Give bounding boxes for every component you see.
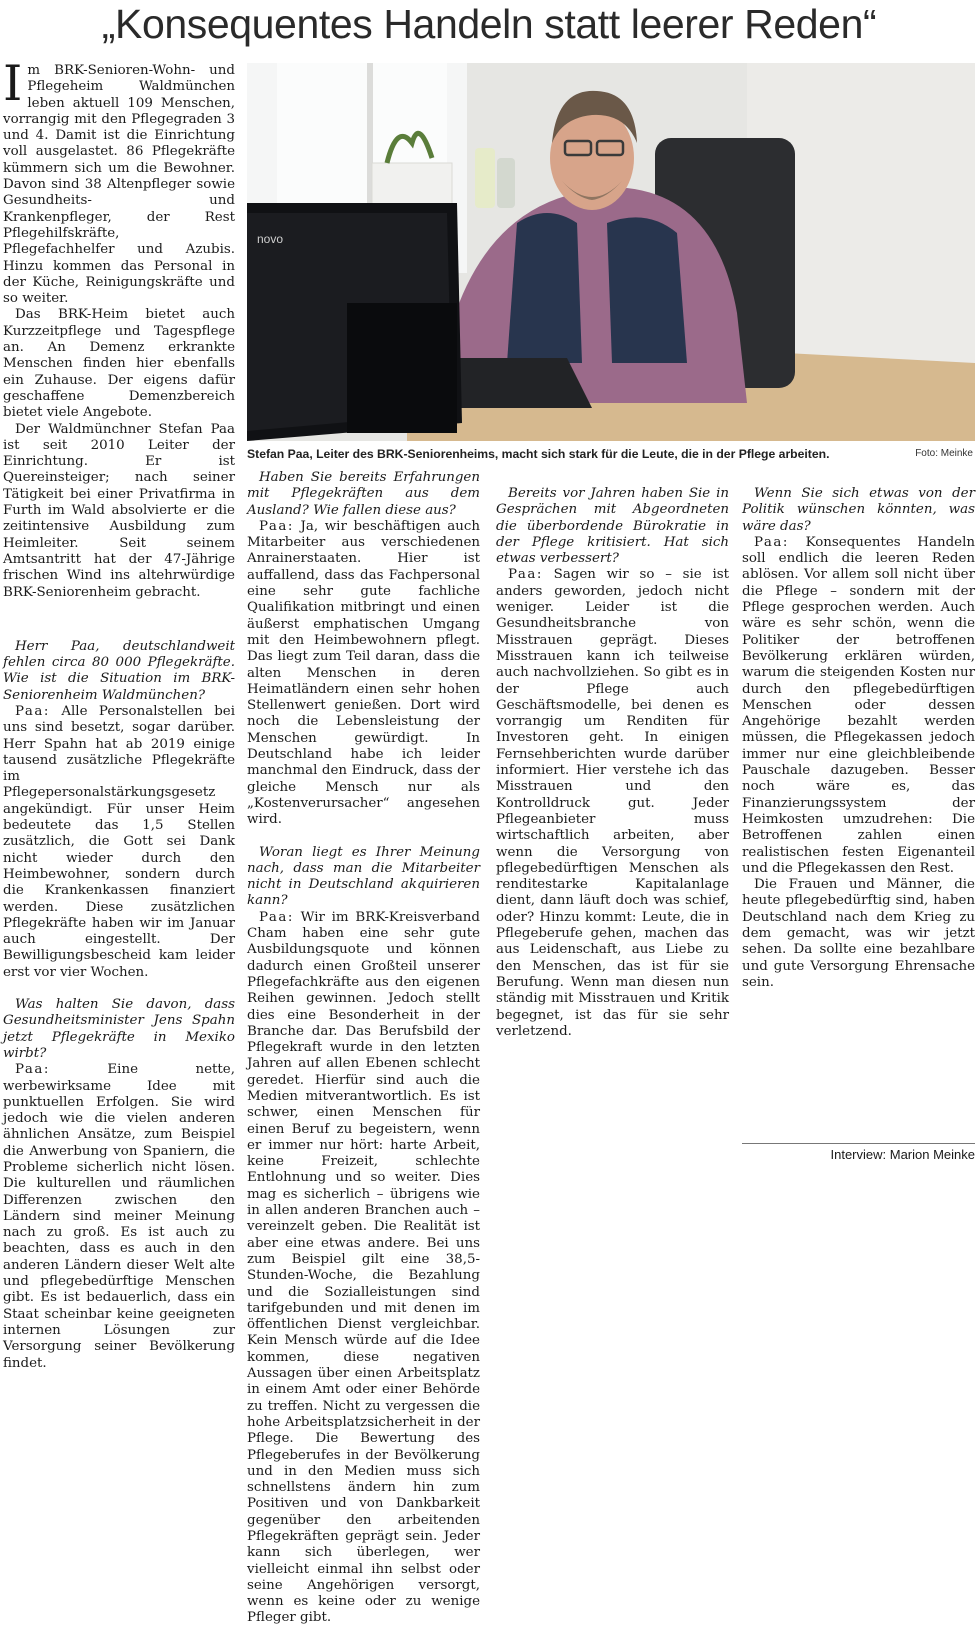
speaker-label: Paa:: [15, 1062, 50, 1078]
answer-6: Paa: Konsequentes Handeln soll endlich die leeren Reden ablösen. Vor allem soll nicht über die Pflege – sondern mit der Pflege gesprochen werden. Auch wäre es sehr schön, wenn die Politiker der betroffenen Bevölkerung erklären würden, warum die steigenden Kosten nur durch den pflegebedürftigen Menschen oder dessen Angehörige bezahlt werden müssen, die Pflegekassen jedoch immer nur eine gleichbleibende Pauschale dazugeben. Besser noch wäre es, das Finanzierungssystem der Heimkosten umzudrehen: Die Betroffenen zahlen einen realistischen festen Eigenanteil und die Pflegekassen den Rest.: [742, 534, 975, 876]
article-photo: [247, 63, 975, 441]
intro-text-1: m BRK-Senioren-Wohn- und Pflegeheim Waldmünchen leben aktuell 109 Menschen, vorrangig mit den Pflegegraden 3 und 4. Damit ist die Einrichtung voll ausgelastet. 86 Pflegekräfte kümmern sich um die Bewohner. Davon sind 38 Altenpfleger sowie Gesundheits- und Krankenpfleger, der Rest Pflegehilfskräfte, Pflegefachhelfer und Azubis. Hinzu kommen das Personal in der Küche, Reinigungskräfte und so weiter.: [3, 63, 235, 307]
article-column-3: [496, 470, 729, 1167]
speaker-label: Paa:: [259, 518, 294, 534]
headline: „Konsequentes Handeln statt leerer Reden“: [101, 1, 877, 47]
question-1: Herr Paa, deutschlandweit fehlen circa 80 000 Pflegekräfte. Wie ist die Situation im BRK-Seniorenheim Waldmünchen?: [3, 638, 235, 703]
intro-paragraph-3: Der Waldmünchner Stefan Paa ist seit 2010 Leiter der Einrichtung. Er ist Quereinsteiger; nach seiner Tätigkeit bei einer Privatfirma in Furth im Wald absolvierte er die zeitintensive Ausbildung zum Heimleiter. Seit seinem Amtsantritt hat der 47-Jährige frischen Wind ins altehrwürdige BRK-Seniorenheim gebracht.: [3, 421, 235, 600]
question-2: Was halten Sie davon, dass Gesundheitsminister Jens Spahn jetzt Pflegekräfte in Mexiko wirbt?: [3, 997, 235, 1061]
article-column-4: [742, 470, 975, 1167]
answer-5: Paa: Sagen wir so – sie ist anders geworden, jedoch nicht weniger. Leider ist die Gesundheitsbranche von Misstrauen geprägt. Dieses Misstrauen kann ich teilweise auch nachvollziehen. So gibt es in der Pflege auch Geschäftsmodelle, bei denen es vorrangig um Renditen für Investoren geht. In einigen Fernsehberichten wurde darüber informiert. Hier verstehe ich das Misstrauen und den Kontrolldruck gut. Jeder Pflegeanbieter muss wirtschaftlich arbeiten, aber wenn die Versorgung von pflegebedürftigen Menschen als renditestarke Kapitalanlage dient, dann läuft doch was schief, oder? Hinzu kommt: Leute, die in Pflegeberufe gehen, machen das aus Leidenschaft, aus Liebe zu den Menschen, das ist für sie Berufung. Wenn man diesen nun ständig mit Misstrauen und Kritik begegnet, ist das für sie sehr verletzend.: [496, 567, 729, 1039]
caption-text: Stefan Paa, Leiter des BRK-Seniorenheims, macht sich stark für die Leute, die in der Pflege arbeiten.: [247, 447, 830, 461]
speaker-label: Paa:: [508, 567, 543, 583]
article-column-1: [3, 55, 235, 1371]
intro-paragraph-1: [3, 55, 235, 307]
answer-3: Paa: Ja, wir beschäftigen auch Mitarbeiter aus verschiedenen Anrainerstaaten. Hier ist auffallend, dass das Fachpersonal eine sehr gute fachliche Qualifikation mitbringt und einen äußerst emphatischen Umgang mit den Heimbewohnern pflegt. Das liegt zum Teil daran, dass die alten Menschen in deren Heimatländern einen sehr hohen Stellenwert genießen. Dort wird noch die Lebensleistung der Menschen gewürdigt. In Deutschland habe ich leider manchmal den Eindruck, dass der gleiche Mensch nur als „Kostenverursacher“ angesehen wird.: [247, 518, 480, 828]
speaker-label: Paa:: [259, 909, 294, 925]
question-3: Haben Sie bereits Erfahrungen mit Pflegekräften aus dem Ausland? Wie fallen diese aus?: [247, 470, 480, 518]
signature-rule: [742, 1143, 975, 1144]
intro-paragraph-2: Das BRK-Heim bietet auch Kurzzeitpflege und Tagespflege an. An Demenz erkrankte Menschen finden hier ebenfalls ein Zuhause. Der eigens dafür geschaffene Demenzbereich bietet viele Angebote.: [3, 307, 235, 421]
answer-4: Paa: Wir im BRK-Kreisverband Cham haben eine sehr gute Ausbildungsquote und können dadurch einen Großteil unserer Pflegefachkräfte aus den eigenen Reihen gewinnen. Jedoch stellt dies eine Besonderheit in der Branche dar. Das Berufsbild der Pflegekraft wurde in den letzten Jahren auf allen Ebenen schlecht geredet. Hierfür sind auch die Medien mitverantwortlich. Es ist schwer, einen Menschen für einen Beruf zu begeistern, wenn er immer nur hört: harte Arbeit, keine Freizeit, schlechte Entlohnung und so weiter. Dies mag es sicherlich – übrigens wie in allen anderen Branchen auch – vereinzelt geben. Die Realität ist aber eine etwas andere. Bei uns zum Beispiel gilt eine 38,5-Stunden-Woche, die Bezahlung und die Sozialleistungen sind tarifgebunden und mit denen im öffentlichen Dienst vergleichbar. Kein Mensch würde auf die Idee kommen, diese negativen Aussagen über einen Arbeitsplatz in einem Amt oder einer Behörde zu treffen. Nicht zu vergessen die hohe Arbeitsplatzsicherheit in der Pflege. Die Bewertung des Pflegeberufes in der Bevölkerung und in den Medien muss sich schnellstens ändern hin zum Positiven und von Dankbarkeit gegenüber den arbeitenden Pflegekräften geprägt sein. Jeder kann sich überlegen, wer vielleicht einmal ihn selbst oder seine Angehörigen versorgt, wenn es keine oder zu wenige Pfleger gibt.: [247, 909, 480, 1626]
answer-1: Paa: Alle Personalstellen bei uns sind besetzt, sogar darüber. Herr Spahn hat ab 2019 einige tausend zusätzliche Pflegekräfte im Pflegepersonalstärkungsgesetz angekündigt. Für unser Heim bedeutete das 1,5 Stellen zusätzlich, die Gott sei Dank nicht wieder durch den Heimbewohner, sondern durch die Krankenkassen finanziert werden. Diese zusätzlichen Pflegekräfte haben wir im Januar auch eingestellt. Der Bewilligungsbescheid kam leider erst vor vier Wochen.: [3, 703, 235, 980]
answer-6-closing: Die Frauen und Männer, die heute pflegebedürftig sind, haben Deutschland nach dem Krieg zu dem gemacht, was wir jetzt sehen. Da sollte eine bezahlbare und gute Versorgung Ehrensache sein.: [742, 877, 975, 990]
photo-credit: Foto: Meinke: [915, 448, 973, 459]
article-column-2: [247, 470, 480, 1626]
author-signature: Interview: Marion Meinke: [830, 1147, 975, 1162]
photo-caption: [247, 445, 975, 465]
question-5: Bereits vor Jahren haben Sie in Gesprächen mit Abgeordneten die überbordende Bürokratie in der Pflege kritisiert. Hat sich etwas verbessert?: [496, 486, 729, 567]
question-4: Woran liegt es Ihrer Meinung nach, dass man die Mitarbeiter nicht in Deutschland akquirieren kann?: [247, 844, 480, 909]
speaker-label: Paa:: [15, 703, 50, 719]
question-6: Wenn Sie sich etwas von der Politik wünschen könnten, was wäre das?: [742, 486, 975, 534]
monitor-brand: novo: [257, 232, 284, 246]
speaker-label: Paa:: [754, 534, 789, 550]
dropcap: I: [3, 55, 23, 112]
answer-2: Paa: Eine nette, werbewirksame Idee mit punktuellen Erfolgen. Sie wird jedoch wie die vielen anderen ähnlichen Ansätze, zum Beispiel die Anwerbung von Spaniern, die Probleme sicherlich nicht lösen. Die kulturellen und räumlichen Differenzen zwischen den Ländern sind meiner Meinung nach zu groß. Es ist auch zu beachten, dass es auch in den anderen Ländern dieser Welt alte und pflegebedürftige Menschen gibt. Es ist bedauerlich, dass ein Staat scheinbar keine geeigneten internen Lösungen zur Versorgung seiner Bevölkerung findet.: [3, 1062, 235, 1371]
